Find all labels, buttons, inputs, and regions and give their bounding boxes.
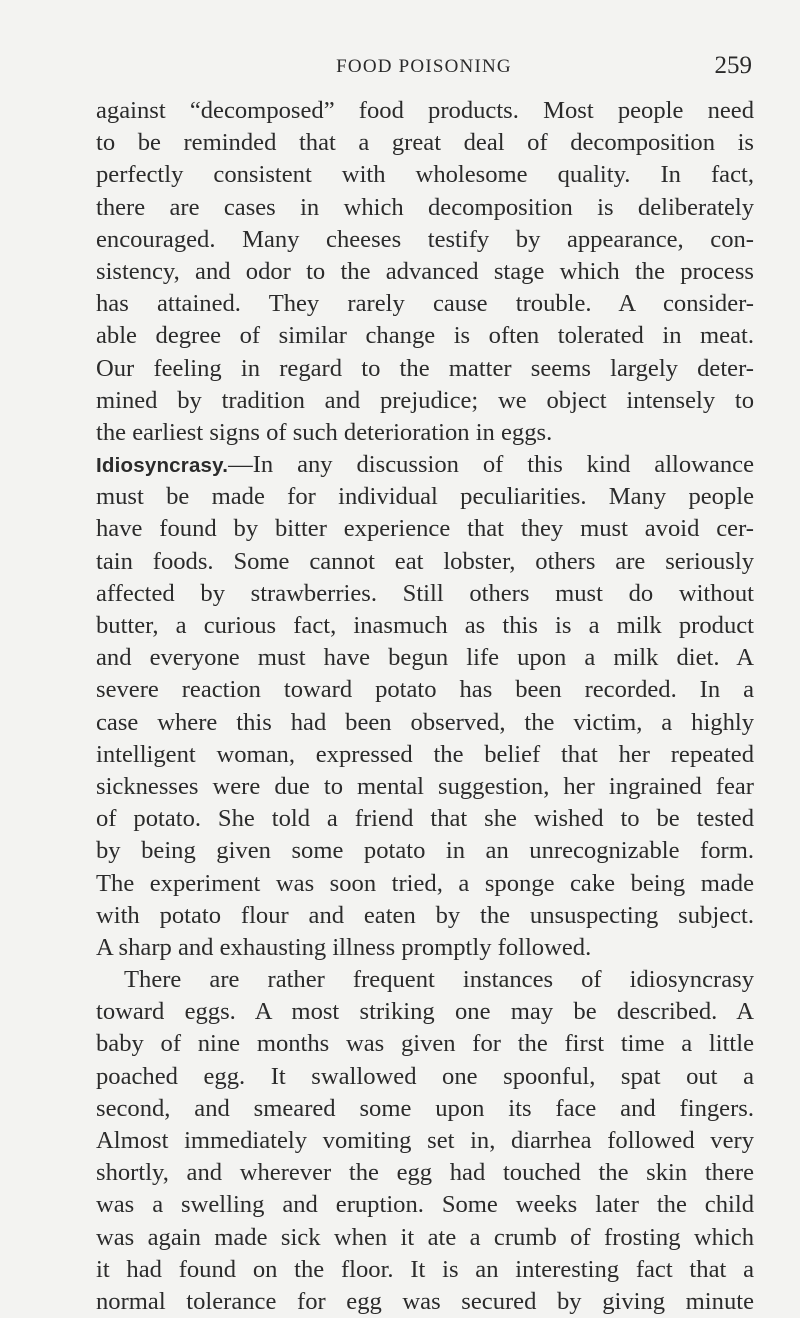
- text-line: affected by strawberries. Still others must do without: [96, 579, 754, 607]
- running-head: [96, 52, 752, 84]
- text-line: poached egg. It swallowed one spoonful, spat out a: [96, 1062, 754, 1090]
- text-line: shortly, and wherever the egg had touched the skin there: [96, 1159, 754, 1187]
- paragraph-decomposition: [96, 95, 754, 449]
- text-line: perfectly consistent with wholesome quality. In fact,: [96, 161, 754, 189]
- text-line: against “decomposed” food products. Most people need: [96, 97, 754, 124]
- text-line: it had found on the floor. It is an interesting fact that a: [96, 1255, 754, 1283]
- text-line: by being given some potato in an unrecognizable form.: [96, 837, 754, 865]
- text-line: Almost immediately vomiting set in, diarrhea followed very: [96, 1127, 754, 1154]
- text-fragment: —In any discussion of this kind allowance: [228, 451, 754, 479]
- text-line: A sharp and exhausting illness promptly followed.: [96, 933, 592, 961]
- text-line: was again made sick when it ate a crumb of frosting which: [96, 1223, 754, 1251]
- paragraph-idiosyncrasy: [96, 449, 754, 964]
- text-line: with potato flour and eaten by the unsuspecting subject.: [96, 901, 754, 929]
- text-line: intelligent woman, expressed the belief that her repeated: [96, 740, 754, 768]
- text-line: Our feeling in regard to the matter seems largely deter-: [96, 354, 754, 382]
- section-heading: Idiosyncrasy.: [96, 454, 229, 478]
- text-line: tain foods. Some cannot eat lobster, others are seriously: [96, 547, 754, 575]
- text-line: case where this had been observed, the victim, a highly: [96, 708, 754, 736]
- text-line: to be reminded that a great deal of decomposition is: [96, 129, 754, 157]
- text-line: able degree of similar change is often tolerated in meat.: [96, 322, 754, 350]
- running-title: FOOD POISONING: [336, 56, 512, 77]
- text-line: toward eggs. A most striking one may be described. A: [96, 998, 754, 1026]
- text-line: butter, a curious fact, inasmuch as this is a milk product: [96, 612, 754, 639]
- text-line: must be made for individual peculiarities. Many people: [96, 483, 754, 511]
- text-line: severe reaction toward potato has been recorded. In a: [96, 676, 754, 704]
- paragraph-eggs: [96, 964, 754, 1318]
- body-text: [96, 95, 754, 1318]
- text-line: The experiment was soon tried, a sponge cake being made: [96, 869, 754, 897]
- text-line: was a swelling and eruption. Some weeks later the child: [96, 1191, 754, 1219]
- text-line: there are cases in which decomposition is deliberately: [96, 193, 754, 221]
- text-line: baby of nine months was given for the first time a little: [96, 1030, 754, 1058]
- text-line: sistency, and odor to the advanced stage which the process: [96, 257, 754, 285]
- text-line: normal tolerance for egg was secured by giving minute: [96, 1287, 754, 1315]
- text-line: has attained. They rarely cause trouble. A consider-: [96, 290, 754, 318]
- text-line: the earliest signs of such deterioration in eggs.: [96, 418, 553, 446]
- text-line: of potato. She told a friend that she wished to be tested: [96, 805, 754, 833]
- text-line: and everyone must have begun life upon a milk diet. A: [96, 644, 754, 672]
- text-line: sicknesses were due to mental suggestion, her ingrained fear: [96, 772, 754, 800]
- page-number: 259: [714, 52, 752, 79]
- text-line: encouraged. Many cheeses testify by appearance, con-: [96, 225, 754, 253]
- text-line: There are rather frequent instances of idiosyncrasy: [124, 966, 754, 994]
- text-line: mined by tradition and prejudice; we object intensely to: [96, 386, 754, 414]
- text-line: second, and smeared some upon its face and fingers.: [96, 1094, 754, 1122]
- text-line: have found by bitter experience that they must avoid cer-: [96, 515, 754, 543]
- section-first-line: [96, 449, 754, 481]
